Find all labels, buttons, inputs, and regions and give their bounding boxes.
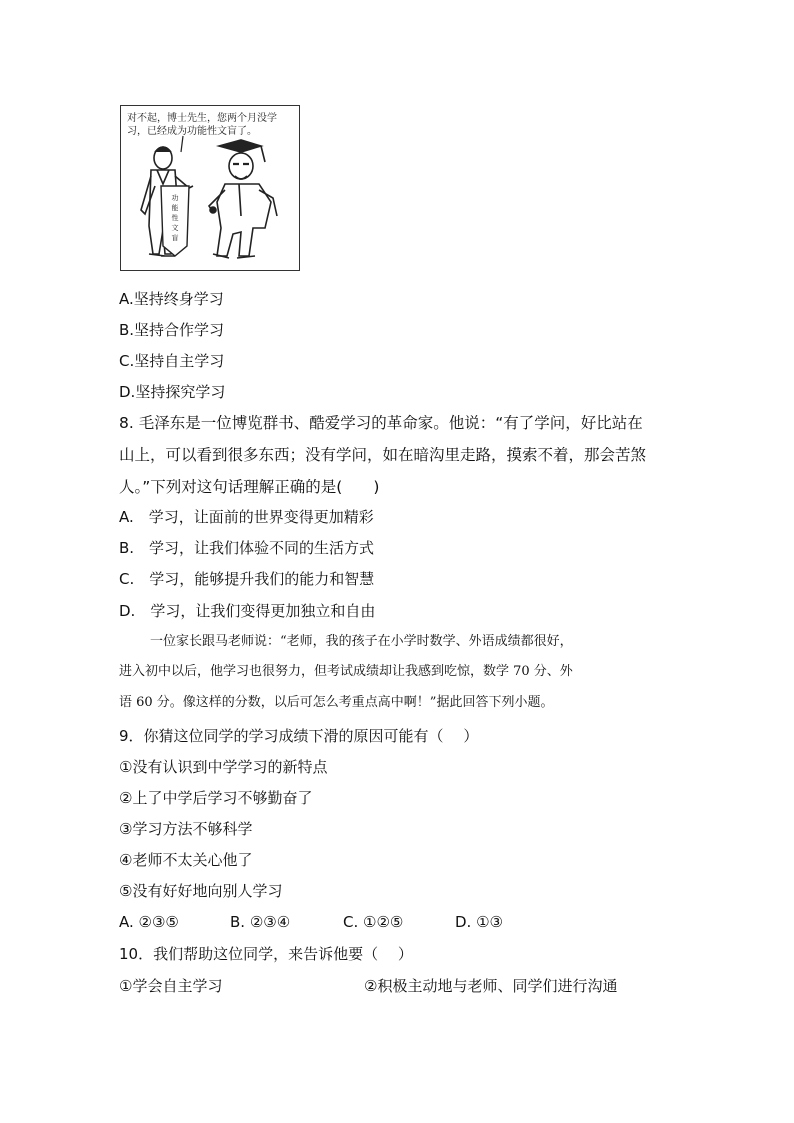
q10-item-1: ①学会自主学习	[119, 977, 223, 995]
passage-line2: 进入初中以后，他学习也很努力，但考试成绩却让我感到吃惊，数学 70 分、外	[119, 664, 573, 679]
banner-char-5: 盲	[171, 234, 179, 242]
q9-choice-a: A. ②③⑤	[119, 913, 179, 931]
q9-choice-d: D. ①③	[455, 913, 503, 931]
q7-option-d: D.坚持探究学习	[119, 383, 226, 401]
banner-char-2: 能	[171, 204, 179, 212]
banner-char-1: 功	[171, 194, 179, 202]
q9-item-2: ②上了中学后学习不够勤奋了	[119, 789, 313, 807]
q8-option-d: D. 学习，让我们变得更加独立和自由	[119, 602, 376, 620]
q9-item-3: ③学习方法不够科学	[119, 820, 253, 838]
q10-item-2: ②积极主动地与老师、同学们进行沟通	[364, 977, 618, 995]
q8-option-b: B. 学习，让我们体验不同的生活方式	[119, 539, 375, 557]
passage-line3: 语 60 分。像这样的分数，以后可怎么考重点高中啊！”据此回答下列小题。	[119, 695, 554, 710]
cartoon-image	[120, 105, 300, 271]
q8-stem-line3: 人。”下列对这句话理解正确的是( )	[119, 478, 380, 496]
q8-stem-line2: 山上，可以看到很多东西；没有学问，如在暗沟里走路，摸索不着，那会苦煞	[119, 446, 647, 464]
q9-item-1: ①没有认识到中学学习的新特点	[119, 758, 328, 776]
q9-stem: 9．你猜这位同学的学习成绩下滑的原因可能有（ ）	[119, 727, 479, 745]
q9-choice-b: B. ②③④	[230, 913, 291, 931]
q9-choice-c: C. ①②⑤	[343, 913, 404, 931]
q8-stem-line1: 8. 毛泽东是一位博览群书、酷爱学习的革命家。他说：“有了学问，好比站在	[119, 414, 643, 432]
q7-option-b: B.坚持合作学习	[119, 321, 225, 339]
q9-item-4: ④老师不太关心他了	[119, 851, 253, 869]
banner-char-4: 文	[171, 224, 179, 232]
q8-option-c: C. 学习，能够提升我们的能力和智慧	[119, 570, 375, 588]
q7-option-a: A.坚持终身学习	[119, 290, 224, 308]
q9-item-5: ⑤没有好好地向别人学习	[119, 882, 283, 900]
cartoon-caption: 对不起，博士先生，您两个月没学习，已经成为功能性文盲了。	[127, 113, 277, 137]
q7-option-c: C.坚持自主学习	[119, 352, 225, 370]
q10-stem: 10．我们帮助这位同学，来告诉他要（ ）	[119, 945, 413, 963]
passage-line1: 一位家长跟马老师说：“老师，我的孩子在小学时数学、外语成绩都很好，	[150, 634, 573, 649]
banner-char-3: 性	[171, 214, 179, 222]
q8-option-a: A. 学习，让面前的世界变得更加精彩	[119, 508, 374, 526]
